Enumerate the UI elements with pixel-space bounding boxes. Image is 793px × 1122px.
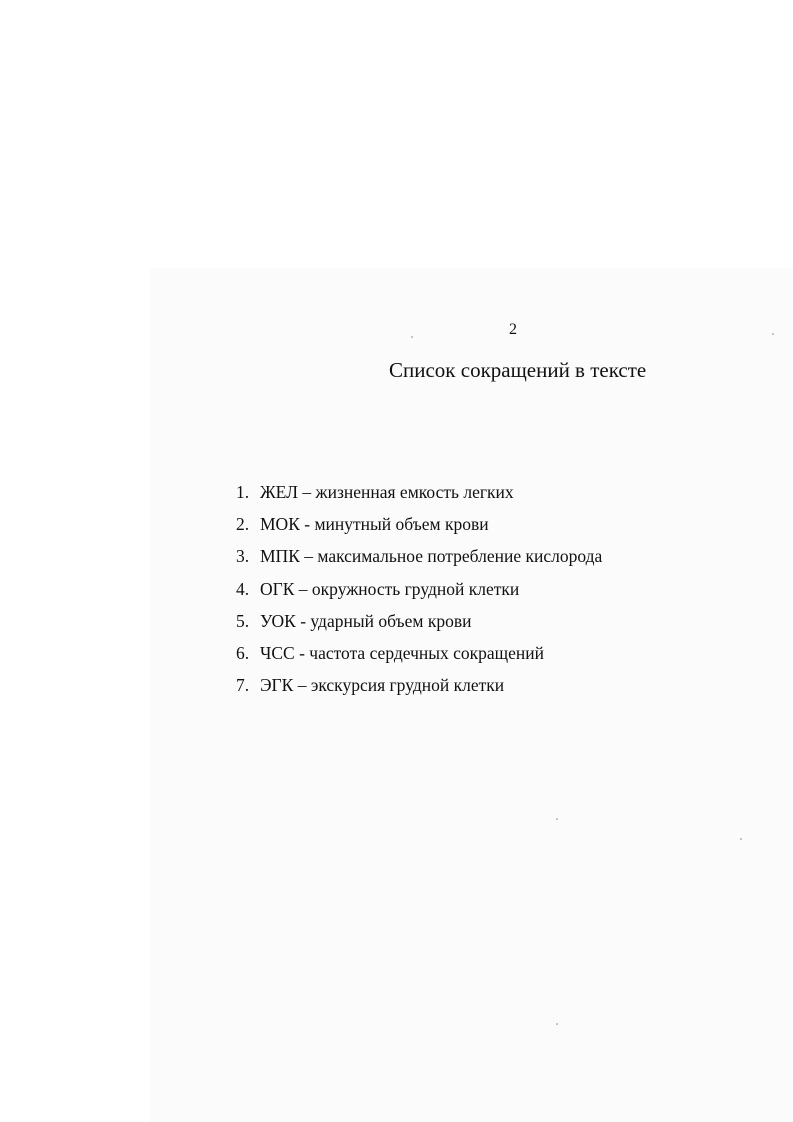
scan-speck	[556, 1023, 558, 1025]
scan-speck	[556, 818, 558, 820]
scan-speck	[772, 333, 774, 335]
list-item-number: 4.	[236, 578, 250, 599]
list-item-text: ЧСС - частота сердечных сокращений	[260, 642, 544, 663]
list-item-text: ОГК – окружность грудной клетки	[260, 578, 520, 599]
list-item-text: ЭГК – экскурсия грудной клетки	[260, 675, 505, 696]
list-item-number: 2.	[236, 514, 250, 535]
abbreviation-list	[236, 481, 602, 706]
list-item-number: 3.	[236, 546, 250, 567]
list-item	[236, 481, 602, 513]
list-item-text: МОК - минутный объем крови	[260, 514, 489, 535]
list-item-number: 5.	[236, 610, 250, 631]
list-item	[236, 674, 602, 706]
list-item-number: 6.	[236, 642, 250, 663]
list-item	[236, 610, 602, 642]
page-number: 2	[509, 321, 517, 338]
scan-speck	[411, 336, 413, 338]
list-item	[236, 545, 602, 577]
list-item	[236, 642, 602, 674]
list-item-number: 1.	[236, 482, 250, 502]
list-item	[236, 578, 602, 610]
list-item-text: УОК - ударный объем крови	[260, 610, 472, 631]
list-item-text: МПК – максимальное потребление кислорода	[260, 546, 603, 567]
list-item	[236, 513, 602, 545]
list-item-text: ЖЕЛ – жизненная емкость легких	[260, 482, 514, 502]
list-item-number: 7.	[236, 675, 250, 696]
page-title: Список сокращений в тексте	[389, 358, 647, 382]
scan-speck	[740, 838, 742, 840]
